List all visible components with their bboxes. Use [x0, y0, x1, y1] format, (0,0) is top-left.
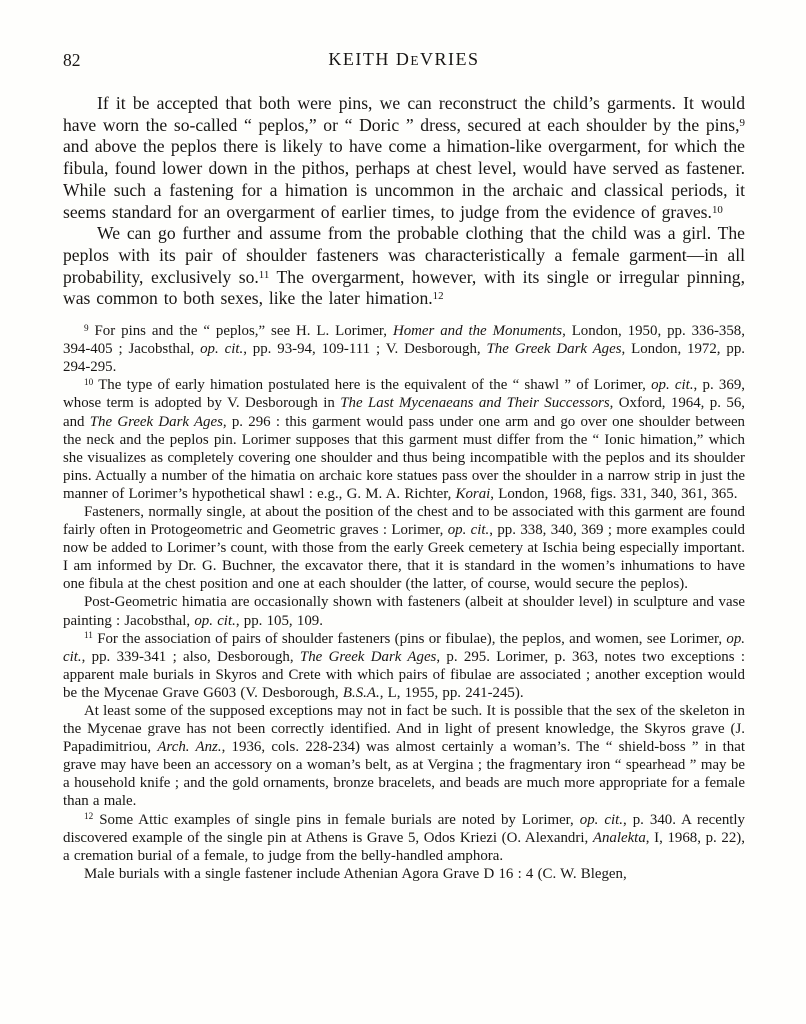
italic-text: The Greek Dark Ages [299, 648, 437, 665]
page-number: 82 [63, 50, 81, 70]
italic-text: Analekta [592, 829, 646, 846]
italic-text: op. cit. [63, 630, 745, 665]
paragraph: $^{11}$ For the association of pairs of shoulder fasteners (pins or fibulae), the peplos, and women, see Lorimer, op. cit., pp. 339-341 ; also, Desborough, The Greek Dark Ages, p. 295. Lorimer, p. 363, notes two exceptions : apparent male burials in Skyros and Crete with which pairs of fibulae are associated ; another exception would be the Mycenae Grave G603 (V. Desborough, B.S.A., L, 1955, pp. 241-245). [63, 630, 745, 701]
paragraph: If it be accepted that both were pins, we can reconstruct the child’s garments. It would have worn the so-called “ peplos,” or “ Doric ” dress, secured at each shoulder by the pins,$^9$ and above the peplos there is likely to have come a himation-like overgarment, for which the fibula, found lower down in the pithos, perhaps at chest level, would have served as fastener. While such a fastening for a himation is uncommon in the archaic and classical periods, it seems standard for an overgarment of earlier times, to judge from the evidence of graves.$^{10}$ [63, 93, 745, 222]
paragraph: We can go further and assume from the probable clothing that the child was a girl. The peplos with its pair of shoulder fasteners was characteristically a female garment—in all probability, exclusively so.$^{11}$ The overgarment, however, with its single or irregular pinning, was common to both sexes, like the later himation.$^{12}$ [63, 223, 745, 309]
paragraph: Post-Geometric himatia are occasionally shown with fasteners (albeit at shoulder level) in sculpture and vase painting : Jacobsthal, op. cit., pp. 105, 109. [63, 594, 745, 629]
footnote-reference: 12 [84, 811, 94, 822]
paragraph: $^9$ For pins and the “ peplos,” see H. L. Lorimer, Homer and the Monuments, London, 1950, pp. 336-358, 394-405 ; Jacobsthal, op. cit., pp. 93-94, 109-111 ; V. Desborough, The Greek Dark Ages, London, 1972, pp. 294-295. [63, 322, 746, 376]
paragraph: $^{12}$ Some Attic examples of single pins in female burials are noted by Lorimer, op. cit., p. 340. A recently discovered example of the single pin at Athens is Grave 5, Odos Kriezi (O. Alexandri, Analekta, I, 1968, p. 22), a cremation burial of a female, to judge from the belly-handled amphora. [63, 811, 745, 864]
paragraph: $^{10}$ The type of early himation postulated here is the equivalent of the “ shawl ” of Lorimer, op. cit., p. 369, whose term is adopted by V. Desborough in The Last Mycenaeans and Their Successors, Oxford, 1964, p. 56, and The Greek Dark Ages, p. 296 : this garment would pass under one arm and go over one shoulder between the neck and the peplos pin. Lorimer supposes that this garment must differ from the “ Ionic himation,” which she visualizes as completely covering one shoulder and thus being incompatible with the peplos and its shoulder pins. Actually a number of the himatia on archaic kore statues pass over the shoulder in a narrow strip in just the manner of Lorimer’s hypothetical shawl : e.g., G. M. A. Richter, Korai, London, 1968, figs. 331, 340, 361, 365. [63, 377, 745, 502]
footnote-reference: 11 [258, 268, 270, 281]
italic-text: op. cit. [194, 612, 236, 629]
footnote-reference: 9 [739, 116, 745, 129]
italic-text: op. cit. [651, 377, 694, 394]
styled-text: E [410, 53, 421, 68]
italic-text: Arch. Anz. [157, 739, 222, 756]
paragraph: Male burials with a single fastener include Athenian Agora Grave D 16 : 4 (C. W. Blegen, [84, 865, 627, 882]
paragraph: At least some of the supposed exceptions may not in fact be such. It is possible that the sex of the skeleton in the Mycenae grave has not been correctly identified. And in light of present knowledge, the Skyros grave (J. Papadimitriou, Arch. Anz., 1936, cols. 228-234) was almost certainly a woman’s. The “ shield-boss ” in that grave may have been an accessory on a woman’s belt, as at Vergina ; the fragmentary iron “ spearhead ” may be a household knife ; and the gold ornaments, bronze bracelets, and beads are much more appropriate for a female than a male. [63, 703, 745, 810]
italic-text: B.S.A. [342, 684, 380, 701]
footnote-reference: 12 [432, 290, 444, 303]
paragraph: Fasteners, normally single, at about the position of the chest and to be associated with this garment are found fairly often in Protogeometric and Geometric graves : Lorimer, op. cit., pp. 338, 340, 369 ; more examples could now be added to Lorimer’s count, with those from the early Greek cemetery at Ischia being especially important. I am informed by Dr. G. Buchner, the excavator there, that it is standard in the women’s inhumations to have one fibula at the chest position and one at each shoulder (the latter, of course, would secure the peplos). [63, 503, 745, 593]
italic-text: The Greek Dark Ages [486, 341, 622, 358]
italic-text: Korai [455, 485, 491, 502]
italic-text: The Last Mycenaeans and Their Successors [340, 395, 610, 412]
italic-text: The Greek Dark Ages [89, 413, 223, 430]
footnote-reference: 10 [711, 203, 723, 216]
footnote-reference: 9 [84, 322, 89, 333]
footnotes [63, 322, 745, 883]
footnote-reference: 11 [84, 630, 93, 641]
italic-text: op. cit. [200, 341, 244, 358]
running-head: KEITH DEVRIES [328, 49, 480, 69]
italic-text: op. cit. [579, 811, 623, 828]
footnote-reference: 10 [84, 377, 94, 388]
italic-text: Homer and the Monuments [392, 323, 563, 340]
italic-text: op. cit. [447, 522, 490, 539]
page-header [63, 49, 745, 73]
body-text [63, 93, 745, 310]
